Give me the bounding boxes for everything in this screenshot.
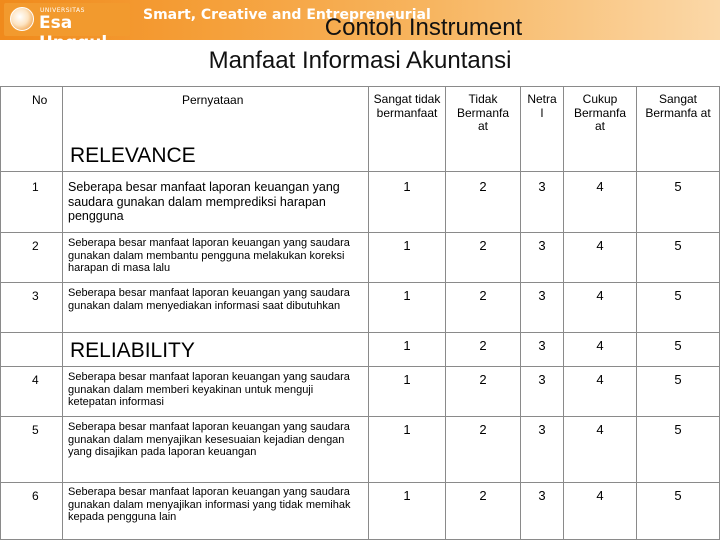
scale-option-3[interactable]: 3	[538, 238, 546, 253]
scale-option-2[interactable]: 2	[479, 179, 487, 194]
scale-option-1[interactable]: 1	[403, 288, 411, 303]
scale-option-2[interactable]: 2	[479, 422, 487, 437]
scale-option-3[interactable]: 3	[538, 422, 546, 437]
scale-option-4[interactable]: 4	[596, 422, 604, 437]
scale-option-4[interactable]: 4	[596, 338, 604, 353]
scale-option-4[interactable]: 4	[596, 179, 604, 194]
scale-option-1[interactable]: 1	[403, 488, 411, 503]
col-header-scale-2: Tidak Bermanfa at	[456, 92, 510, 133]
scale-option-3[interactable]: 3	[538, 372, 546, 387]
scale-option-1[interactable]: 1	[403, 238, 411, 253]
row-statement: Seberapa besar manfaat laporan keuangan yang saudara gunakan dalam menyajikan kesesuaian kejadian dengan yang disajikan pada laporan keuangan	[68, 421, 350, 458]
row-number: 5	[32, 423, 39, 437]
scale-option-3[interactable]: 3	[538, 288, 546, 303]
slide-title-line1: Contoh Instrument	[324, 14, 523, 41]
section-reliability: RELIABILITY	[70, 339, 195, 362]
scale-option-5[interactable]: 5	[674, 372, 682, 387]
row-number: 4	[32, 373, 39, 387]
col-header-scale-1: Sangat tidak bermanfaat	[373, 92, 441, 120]
row-statement: Seberapa besar manfaat laporan keuangan yang saudara gunakan dalam menyediakan informasi saat dibutuhkan	[68, 287, 350, 312]
col-header-scale-3: Netra l	[527, 92, 557, 120]
scale-option-5[interactable]: 5	[674, 288, 682, 303]
scale-option-4[interactable]: 4	[596, 372, 604, 387]
col-header-scale-4: Cukup Bermanfa at	[573, 92, 627, 133]
scale-option-4[interactable]: 4	[596, 238, 604, 253]
scale-option-1[interactable]: 1	[403, 179, 411, 194]
scale-option-3[interactable]: 3	[538, 488, 546, 503]
section-relevance: RELEVANCE	[70, 144, 196, 167]
scale-option-2[interactable]: 2	[479, 238, 487, 253]
row-number: 3	[32, 289, 39, 303]
scale-option-5[interactable]: 5	[674, 488, 682, 503]
row-statement: Seberapa besar manfaat laporan keuangan yang saudara gunakan dalam memberi keyakinan untuk menguji ketepatan informasi	[68, 371, 350, 408]
row-number: 2	[32, 239, 39, 253]
scale-option-2[interactable]: 2	[479, 372, 487, 387]
row-statement: Seberapa besar manfaat laporan keuangan yang saudara gunakan dalam memprediksi harapan pengguna	[68, 180, 340, 223]
scale-option-2[interactable]: 2	[479, 288, 487, 303]
row-statement: Seberapa besar manfaat laporan keuangan yang saudara gunakan dalam membantu pengguna melakukan koreksi harapan di masa lalu	[68, 237, 350, 274]
scale-option-2[interactable]: 2	[479, 338, 487, 353]
logo-small-text: UNIVERSITAS	[40, 7, 85, 14]
scale-option-4[interactable]: 4	[596, 488, 604, 503]
row-number: 6	[32, 489, 39, 503]
col-header-no: No	[32, 93, 48, 107]
questionnaire-table	[0, 86, 720, 540]
scale-option-4[interactable]: 4	[596, 288, 604, 303]
slide-title-line2: Manfaat Informasi Akuntansi	[208, 47, 512, 74]
scale-option-3[interactable]: 3	[538, 338, 546, 353]
row-number: 1	[32, 180, 39, 194]
col-header-statement: Pernyataan	[182, 93, 244, 107]
scale-option-5[interactable]: 5	[674, 338, 682, 353]
col-header-scale-5: Sangat Bermanfa at	[645, 92, 711, 120]
scale-option-3[interactable]: 3	[538, 179, 546, 194]
tagline: Smart, Creative and Entrepreneurial	[143, 7, 431, 23]
scale-option-5[interactable]: 5	[674, 422, 682, 437]
scale-option-1[interactable]: 1	[403, 338, 411, 353]
row-statement: Seberapa besar manfaat laporan keuangan yang saudara gunakan dalam menyajikan informasi yang tidak memihak kepada pengguna lain	[68, 486, 351, 523]
scale-option-1[interactable]: 1	[403, 422, 411, 437]
scale-option-2[interactable]: 2	[479, 488, 487, 503]
scale-option-5[interactable]: 5	[674, 238, 682, 253]
scale-option-5[interactable]: 5	[674, 179, 682, 194]
scale-option-1[interactable]: 1	[403, 372, 411, 387]
logo-name: Esa Unggul	[39, 13, 108, 53]
